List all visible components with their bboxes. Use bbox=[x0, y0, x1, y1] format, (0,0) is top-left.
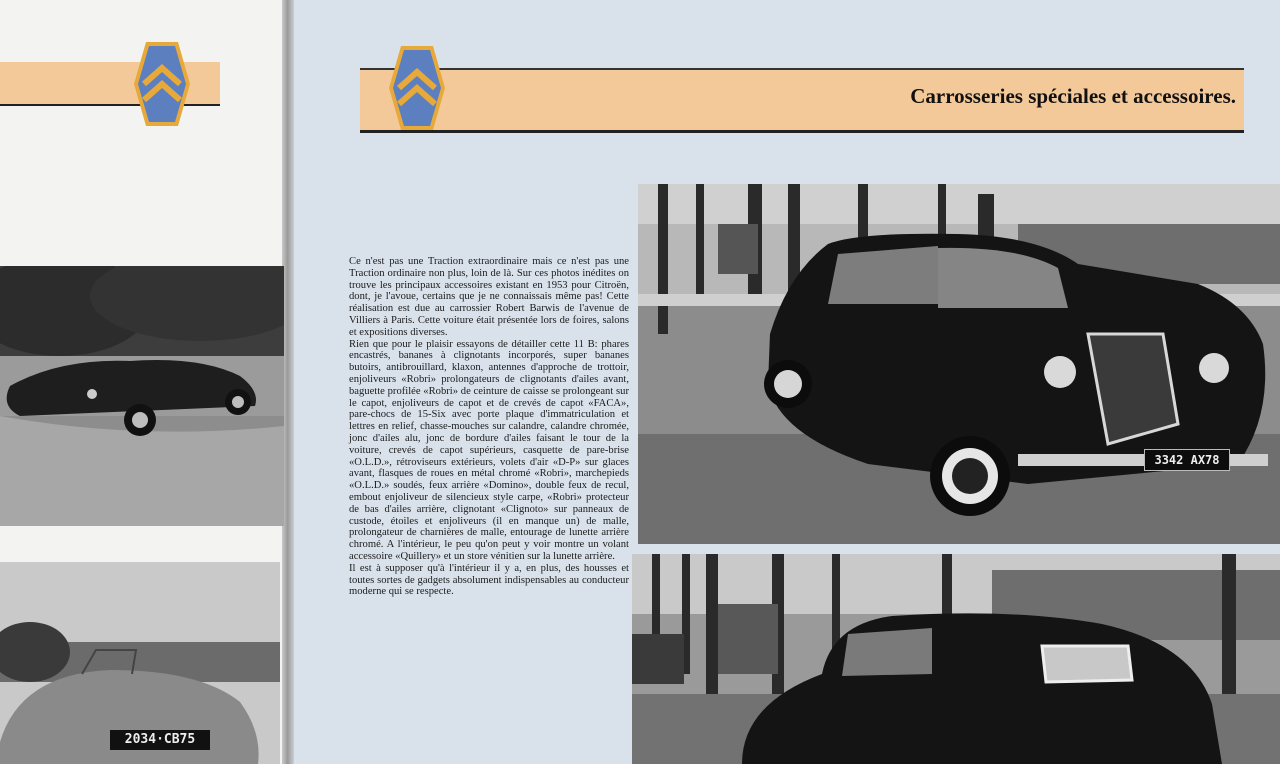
article-paragraph: Ce n'est pas une Traction extraordinaire mais ce n'est pas une Traction ordinaire non plus, loin de là. Sur ces photos inédites on trouve les principaux accessoires existant en 1953 pour Citroën, dont, je l'avoue, certains que je ne connaissais même pas! Cette réalisation est due au carrossier Robert Barwis de l'avenue de Villiers à Paris. Cette voiture était présentée lors de foires, salons et expositions diverses. bbox=[349, 256, 629, 338]
citroen-emblem-icon bbox=[132, 40, 192, 128]
license-plate-main: 3342 AX78 bbox=[1144, 449, 1230, 471]
photo-traction-rear bbox=[632, 554, 1280, 764]
page-title: Carrosseries spéciales et accessoires. bbox=[910, 84, 1236, 108]
license-plate-left: 2034·CB75 bbox=[110, 730, 210, 750]
article-paragraph: Rien que pour le plaisir essayons de détailler cette 11 B: phares encastrés, bananes à clignotants incorporés, super bananes butoirs, antibrouillard, klaxon, antennes d'approche de trottoir, enjoliveurs «Robri» prolongateurs de clignotants d'ailes avant, baguette profilée «Robri» de ceinture de caisse se prolongeant sur le capot, enjoliveurs de capot et de crevés de capot «FACA», pare-chocs de 15-Six avec porte plaque d'immatriculation et lettres en relief, chasse-mouches sur calandre, calandre chromée, jonc d'ailes alu, jonc de bordure d'ailes faisant le tour de la voiture, crevés de capot supérieurs, casquette de pare-brise «O.L.D.», rétroviseurs extérieurs, volets d'air «D-P» sur glaces avant, flasques de roues en métal chromé «Robri», marchepieds «O.L.D.» soudés, feux arrière «Domino», double feux de recul, embout enjoliveur de silencieux style carpe, «Robri» protecteur de bas d'ailes arrière, clignotant «Clignoto» sur panneaux de custode, étoiles et enjoliveurs (il en manque un) de malle, prolongateur de charnières de malle, entourage de lunette arrière chromé. A l'intérieur, le peu qu'on peut y voir montre un volant accessoire «Quillery» et un store vénitien sur la lunette arrière. bbox=[349, 338, 629, 562]
citroen-emblem-icon bbox=[387, 44, 447, 132]
article-body bbox=[349, 256, 629, 598]
photo-roadster-covered bbox=[0, 266, 284, 526]
photo-traction-front bbox=[638, 184, 1280, 544]
photo-roadster-rear bbox=[0, 562, 280, 764]
article-paragraph: Il est à supposer qu'à l'intérieur il y a, en plus, des housses et toutes sortes de gadgets absolument indispensables au conducteur moderne qui se respecte. bbox=[349, 562, 629, 598]
